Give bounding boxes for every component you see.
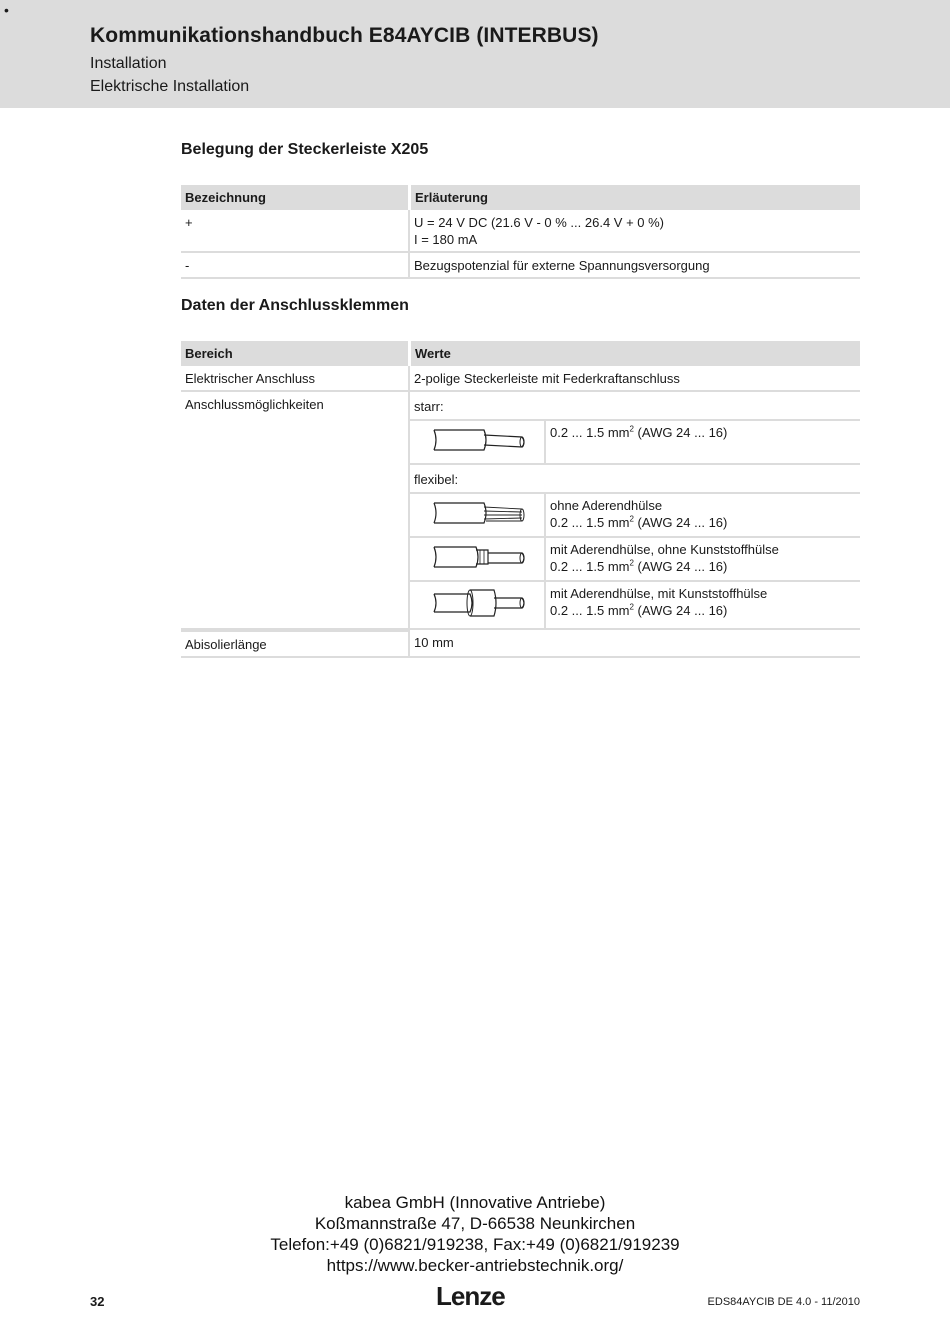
area-name: Anschlussmöglichkeiten xyxy=(181,392,408,630)
flexible-option-value: 0.2 ... 1.5 $mm^2$ (AWG 24 ... 16) xyxy=(550,558,728,574)
flexible-option-title: mit Aderendhülse, mit Kunststoffhülse xyxy=(550,586,768,601)
insulated-ferrule-wire-icon xyxy=(414,586,540,620)
column-header-bezeichnung: Bezeichnung xyxy=(181,185,408,210)
flexible-option xyxy=(545,537,860,581)
flexible-option xyxy=(545,581,860,629)
area-value: 2-polige Steckerleiste mit Federkraftanschluss xyxy=(408,366,860,392)
table-row xyxy=(181,366,860,392)
connection-options xyxy=(408,392,860,630)
column-header-werte: Werte xyxy=(408,341,860,366)
footer-address: Koßmannstraße 47, D-66538 Neunkirchen xyxy=(314,1214,636,1233)
lenze-logo: Lenze xyxy=(436,1281,505,1311)
column-header-bereich: Bereich xyxy=(181,341,408,366)
document-title: Kommunikationshandbuch E84AYCIB (INTERBUS) xyxy=(90,24,599,47)
page-number: 32 xyxy=(90,1294,105,1309)
terminal-data-table xyxy=(181,341,860,658)
table-row xyxy=(181,630,860,658)
flexible-wire-icon xyxy=(414,498,540,528)
pin-name: - xyxy=(181,253,408,279)
table-row xyxy=(181,253,860,279)
section-title-terminal-data: Daten der Anschlussklemmen xyxy=(181,297,409,314)
document-id: EDS84AYCIB DE 4.0 - 11/2010 xyxy=(707,1296,860,1308)
flexible-option-value: 0.2 ... 1.5 $mm^2$ (AWG 24 ... 16) xyxy=(550,602,728,618)
table-row xyxy=(181,392,860,630)
table-row xyxy=(181,210,860,253)
breadcrumb-section: Elektrische Installation xyxy=(90,78,250,95)
breadcrumb-chapter: Installation xyxy=(90,55,167,72)
insulated-ferrule-wire-image xyxy=(410,581,545,629)
flexible-option-title: mit Aderendhülse, ohne Kunststoffhülse xyxy=(550,542,779,557)
pin-description: Bezugspotenzial für externe Spannungsversorgung xyxy=(408,253,860,279)
footer-phone: Telefon:+49 (0)6821/919238, Fax:+49 (0)6821/919239 xyxy=(270,1235,680,1254)
flexible-option-value: 0.2 ... 1.5 $mm^2$ (AWG 24 ... 16) xyxy=(550,514,728,530)
page-header xyxy=(0,0,950,108)
ferrule-wire-image xyxy=(410,537,545,581)
footer-url[interactable]: https://www.becker-antriebstechnik.org/ xyxy=(326,1256,624,1275)
area-name: Elektrischer Anschluss xyxy=(181,366,408,392)
pin-description xyxy=(408,210,860,253)
flexible-wire-image xyxy=(410,493,545,537)
connection-options-table xyxy=(410,392,860,630)
pin-voltage: U = 24 V DC (21.6 V - 0 % ... 26.4 V + 0 %) xyxy=(414,215,665,230)
column-header-erlaeuterung: Erläuterung xyxy=(408,185,860,210)
pin-current: I = 180 mA xyxy=(414,232,478,247)
table-header-row xyxy=(181,185,860,210)
pin-name: + xyxy=(181,210,408,253)
pin-assignment-table xyxy=(181,185,860,279)
flexible-option-title: ohne Aderendhülse xyxy=(550,498,663,513)
footer-company: kabea GmbH (Innovative Antriebe) xyxy=(344,1193,606,1212)
rigid-wire-icon xyxy=(414,425,540,455)
table-header-row xyxy=(181,341,860,366)
flexible-label: flexibel: xyxy=(410,464,860,493)
rigid-cross-section: 0.2 ... 1.5 $mm^2$ (AWG 24 ... 16) xyxy=(545,420,860,464)
rigid-label: starr: xyxy=(410,392,860,420)
area-name: Abisolierlänge xyxy=(181,630,408,658)
flexible-option xyxy=(545,493,860,537)
rigid-wire-image xyxy=(410,420,545,464)
header-dot: • xyxy=(4,2,9,18)
area-value: 10 mm xyxy=(408,630,860,658)
section-title-x205: Belegung der Steckerleiste X205 xyxy=(181,141,429,158)
ferrule-wire-icon xyxy=(414,542,540,572)
